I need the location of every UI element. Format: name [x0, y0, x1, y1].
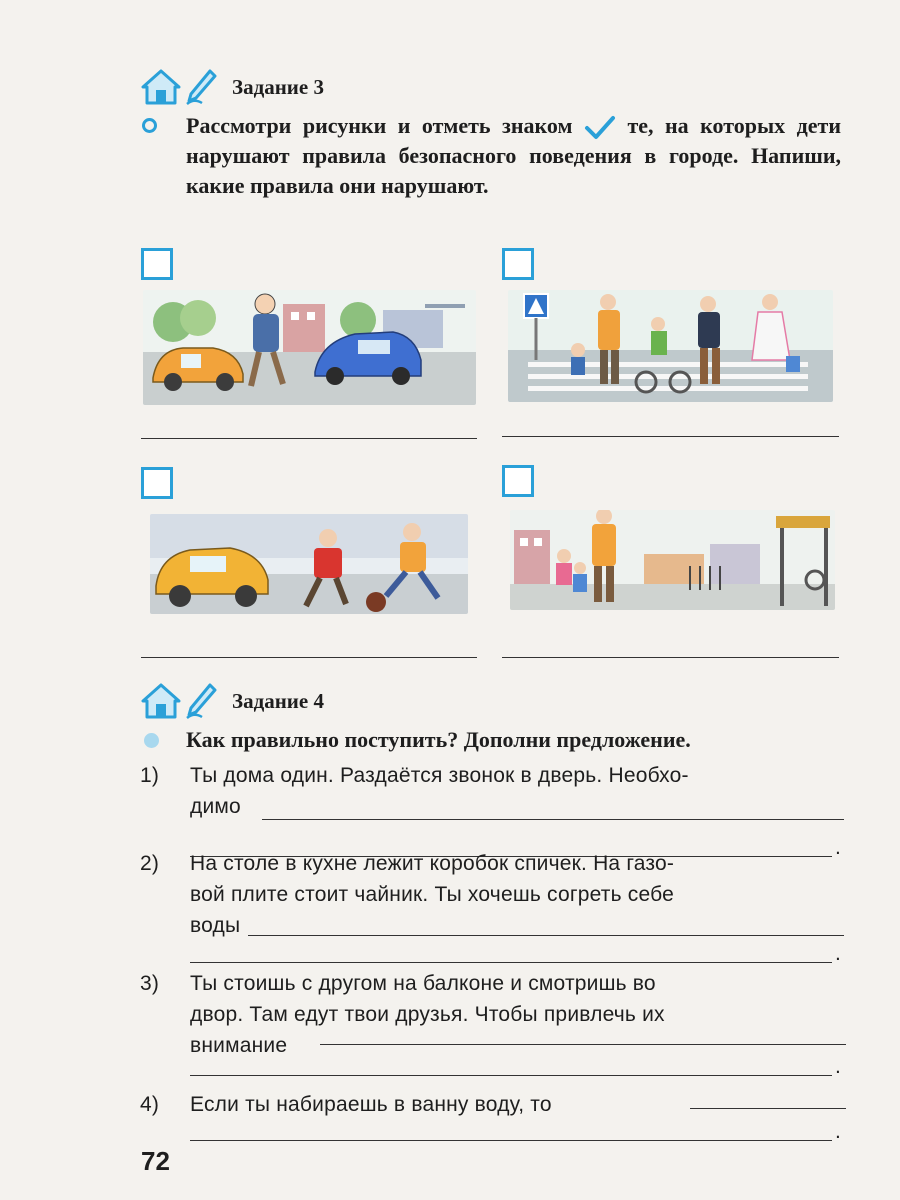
house-icon — [140, 682, 182, 720]
sentence-end-dot: . — [835, 836, 841, 859]
question2-answer-line-1[interactable] — [248, 935, 844, 936]
task3-instruction — [186, 111, 841, 201]
question-text: двор. Там едут твои друзья. Чтобы привлечь их — [190, 1003, 665, 1026]
question-4 — [140, 1089, 850, 1120]
picture2-checkbox[interactable] — [502, 248, 534, 280]
question4-answer-line-1[interactable] — [690, 1108, 846, 1109]
page-number: 72 — [141, 1146, 170, 1176]
picture3-checkbox[interactable] — [141, 467, 173, 499]
question-number: 3) — [140, 972, 160, 995]
sentence-end-dot: . — [835, 1120, 841, 1143]
question2-answer-line-2[interactable] — [190, 962, 832, 963]
task4-instruction: Как правильно поступить? Дополни предложение. — [186, 727, 691, 752]
question-text: вой плите стоит чайник. Ты хочешь согреть себе — [190, 883, 674, 906]
task3-instruction-part2: те, на которых дети нарушают правила безопасного поведения в городе. Напиши, какие правила они нарушают. — [186, 113, 841, 198]
task3-icons — [140, 68, 218, 106]
question3-answer-line-1[interactable] — [320, 1044, 846, 1045]
house-icon — [140, 68, 182, 106]
task3-instruction-part1: Рассмотри рисунки и отметь знаком — [186, 113, 573, 138]
picture4-answer-line[interactable] — [502, 657, 839, 658]
task3-header — [140, 68, 324, 106]
question-1 — [140, 760, 850, 822]
question4-answer-line-2[interactable] — [190, 1140, 832, 1141]
question-3 — [140, 968, 850, 1061]
question-text: димо — [190, 795, 241, 818]
sentence-end-dot: . — [835, 942, 841, 965]
question-number: 2) — [140, 852, 160, 875]
question-text: воды — [190, 914, 241, 937]
question-text: Ты дома один. Раздаётся звонок в дверь. Необхо- — [190, 764, 689, 787]
task4-icons — [140, 682, 218, 720]
checkmark-icon — [584, 115, 616, 141]
task4-title: Задание 4 — [232, 688, 324, 713]
pencil-icon — [184, 682, 218, 720]
sentence-end-dot: . — [835, 1055, 841, 1078]
father-children-playground-picture — [510, 510, 835, 610]
question-text: На столе в кухне лежит коробок спичек. На газо- — [190, 852, 675, 875]
task3-title: Задание 3 — [232, 74, 324, 99]
question-text: Ты стоишь с другом на балконе и смотришь во — [190, 972, 656, 995]
picture1-answer-line[interactable] — [141, 438, 477, 439]
question-number: 4) — [140, 1093, 160, 1116]
question-text: Если ты набираешь в ванну воду, то — [190, 1093, 552, 1116]
task-bullet-circle-filled — [144, 733, 159, 748]
picture2-answer-line[interactable] — [502, 436, 839, 437]
boys-football-road-picture — [150, 514, 468, 614]
picture1-checkbox[interactable] — [141, 248, 173, 280]
question-text: внимание — [190, 1034, 288, 1057]
picture4-checkbox[interactable] — [502, 465, 534, 497]
street-boy-cars-picture — [143, 290, 476, 405]
question1-answer-line-1[interactable] — [262, 819, 844, 820]
question-2 — [140, 848, 850, 941]
picture3-answer-line[interactable] — [141, 657, 477, 658]
question3-answer-line-2[interactable] — [190, 1075, 832, 1076]
task-bullet-circle — [142, 118, 157, 133]
task4-header — [140, 682, 324, 720]
question-number: 1) — [140, 764, 160, 787]
pencil-icon — [184, 68, 218, 106]
crosswalk-family-picture — [508, 290, 833, 402]
